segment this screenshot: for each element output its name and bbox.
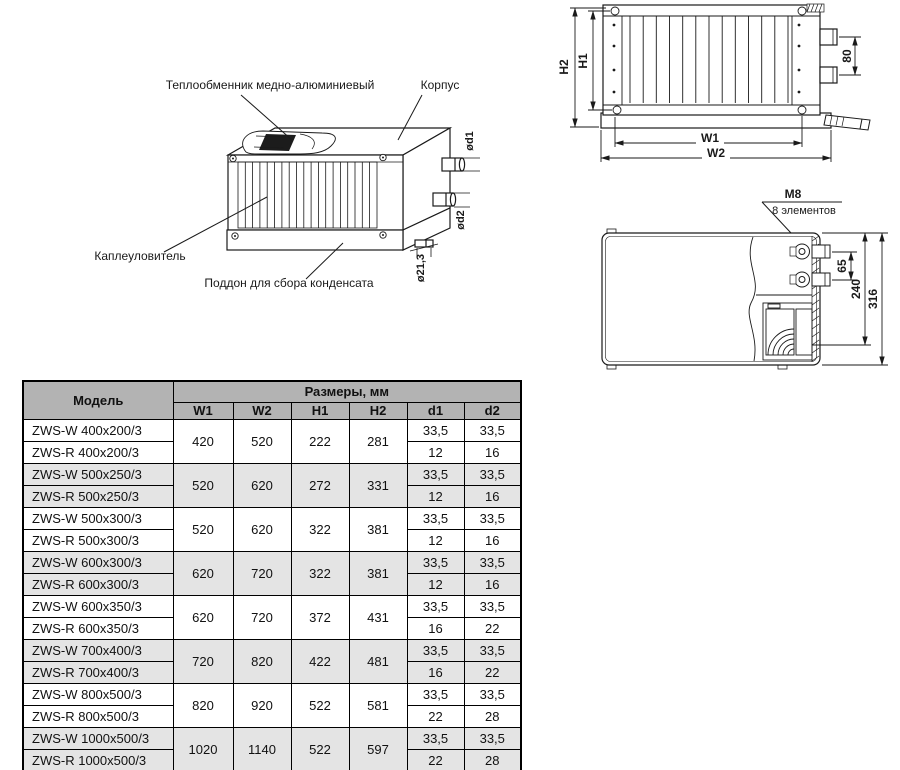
size-table (22, 380, 522, 770)
w2-cell: 720 (233, 596, 291, 640)
d1-cell: 16 (407, 618, 464, 640)
d2-cell: 33,5 (464, 464, 521, 486)
model-cell: ZWS-R 600x300/3 (23, 574, 173, 596)
header-w2: W2 (233, 403, 291, 420)
dim-d2-label: ød2 (455, 210, 467, 230)
table-row (23, 552, 521, 574)
table-row (23, 596, 521, 618)
w1-cell: 620 (173, 596, 233, 640)
model-cell: ZWS-W 800x500/3 (23, 684, 173, 706)
h1-cell: 372 (291, 596, 349, 640)
dim-316-label: 316 (866, 288, 880, 310)
pipe-d1 (442, 158, 465, 171)
dim-w1-label: W1 (701, 131, 719, 145)
header-dimensions-group: Размеры, мм (173, 381, 521, 403)
size-table-header (23, 381, 521, 420)
h2-cell: 597 (349, 728, 407, 770)
dim-240-label: 240 (849, 278, 863, 300)
w1-cell: 620 (173, 552, 233, 596)
table-row (23, 728, 521, 750)
header-h1: H1 (291, 403, 349, 420)
w1-cell: 1020 (173, 728, 233, 770)
m8-label: M8 (784, 187, 802, 201)
w1-cell: 520 (173, 508, 233, 552)
h1-cell: 522 (291, 728, 349, 770)
header-model: Модель (23, 381, 173, 420)
d2-cell: 16 (464, 530, 521, 552)
model-cell: ZWS-W 500x250/3 (23, 464, 173, 486)
d1-cell: 33,5 (407, 552, 464, 574)
model-cell: ZWS-W 400x200/3 (23, 420, 173, 442)
model-cell: ZWS-R 600x350/3 (23, 618, 173, 640)
d2-cell: 28 (464, 706, 521, 728)
d1-cell: 12 (407, 574, 464, 596)
model-cell: ZWS-W 1000x500/3 (23, 728, 173, 750)
model-cell: ZWS-R 500x250/3 (23, 486, 173, 508)
dim-h2-label: H2 (557, 59, 571, 75)
d1-cell: 33,5 (407, 728, 464, 750)
side-view (550, 185, 900, 380)
dim-w2-label: W2 (707, 146, 725, 160)
w2-cell: 720 (233, 552, 291, 596)
model-cell: ZWS-R 1000x500/3 (23, 750, 173, 770)
condensate-pan-label: Поддон для сбора конденсата (204, 276, 374, 290)
d2-cell: 33,5 (464, 420, 521, 442)
model-cell: ZWS-W 500x300/3 (23, 508, 173, 530)
h2-cell: 381 (349, 552, 407, 596)
dim-80-label: 80 (840, 49, 854, 63)
d1-cell: 33,5 (407, 684, 464, 706)
d1-cell: 22 (407, 706, 464, 728)
w2-cell: 820 (233, 640, 291, 684)
size-table-body (23, 420, 521, 770)
d2-cell: 16 (464, 442, 521, 464)
d1-cell: 33,5 (407, 464, 464, 486)
w1-cell: 420 (173, 420, 233, 464)
h1-cell: 322 (291, 508, 349, 552)
header-w1: W1 (173, 403, 233, 420)
d2-cell: 22 (464, 618, 521, 640)
h2-cell: 481 (349, 640, 407, 684)
dim-h1-label: H1 (576, 53, 590, 69)
h1-cell: 322 (291, 552, 349, 596)
w2-cell: 920 (233, 684, 291, 728)
w2-cell: 1140 (233, 728, 291, 770)
h2-cell: 431 (349, 596, 407, 640)
droplet-eliminator-label: Каплеуловитель (94, 249, 186, 263)
dim-d1-label: ød1 (464, 131, 476, 151)
model-cell: ZWS-R 800x500/3 (23, 706, 173, 728)
side-coil-section (763, 303, 812, 360)
table-row (23, 464, 521, 486)
table-row (23, 420, 521, 442)
model-cell: ZWS-R 400x200/3 (23, 442, 173, 464)
heat-exchanger-opening (243, 131, 336, 154)
d2-cell: 33,5 (464, 596, 521, 618)
w1-cell: 520 (173, 464, 233, 508)
w2-cell: 620 (233, 508, 291, 552)
table-row (23, 508, 521, 530)
header-h2: H2 (349, 403, 407, 420)
d2-cell: 33,5 (464, 640, 521, 662)
table-row (23, 684, 521, 706)
pipe-d2 (433, 193, 456, 206)
table-row (23, 640, 521, 662)
d1-cell: 33,5 (407, 508, 464, 530)
d1-cell: 33,5 (407, 640, 464, 662)
header-d1: d1 (407, 403, 464, 420)
model-cell: ZWS-W 700x400/3 (23, 640, 173, 662)
isometric-view (60, 70, 500, 300)
isometric-box (164, 95, 480, 279)
h1-cell: 522 (291, 684, 349, 728)
h2-cell: 281 (349, 420, 407, 464)
header-d2: d2 (464, 403, 521, 420)
h2-cell: 581 (349, 684, 407, 728)
front-pipe-stubs (820, 29, 837, 83)
d2-cell: 33,5 (464, 508, 521, 530)
d2-cell: 16 (464, 574, 521, 596)
d1-cell: 22 (407, 750, 464, 770)
model-cell: ZWS-W 600x350/3 (23, 596, 173, 618)
d2-cell: 16 (464, 486, 521, 508)
heat-exchanger-label: Теплообменник медно-алюминиевый (165, 78, 375, 92)
d1-cell: 12 (407, 530, 464, 552)
tray-front-face (227, 230, 403, 250)
d1-cell: 33,5 (407, 596, 464, 618)
dim-drain-label: ø21,3 (415, 253, 427, 283)
dim-65-label: 65 (835, 259, 849, 273)
front-view (550, 0, 900, 168)
model-cell: ZWS-R 700x400/3 (23, 662, 173, 684)
h2-cell: 331 (349, 464, 407, 508)
w2-cell: 520 (233, 420, 291, 464)
d1-cell: 12 (407, 442, 464, 464)
label-tag (807, 4, 824, 12)
d1-cell: 12 (407, 486, 464, 508)
d2-cell: 22 (464, 662, 521, 684)
d2-cell: 28 (464, 750, 521, 770)
h2-cell: 381 (349, 508, 407, 552)
d1-cell: 16 (407, 662, 464, 684)
side-body (602, 202, 888, 369)
w1-cell: 720 (173, 640, 233, 684)
d1-cell: 33,5 (407, 420, 464, 442)
h1-cell: 422 (291, 640, 349, 684)
m8-elements-label: 8 элементов (772, 205, 836, 217)
h1-cell: 222 (291, 420, 349, 464)
d2-cell: 33,5 (464, 728, 521, 750)
housing-label: Корпус (420, 78, 460, 92)
d2-cell: 33,5 (464, 684, 521, 706)
w2-cell: 620 (233, 464, 291, 508)
h1-cell: 272 (291, 464, 349, 508)
model-cell: ZWS-R 500x300/3 (23, 530, 173, 552)
d2-cell: 33,5 (464, 552, 521, 574)
w1-cell: 820 (173, 684, 233, 728)
model-cell: ZWS-W 600x300/3 (23, 552, 173, 574)
